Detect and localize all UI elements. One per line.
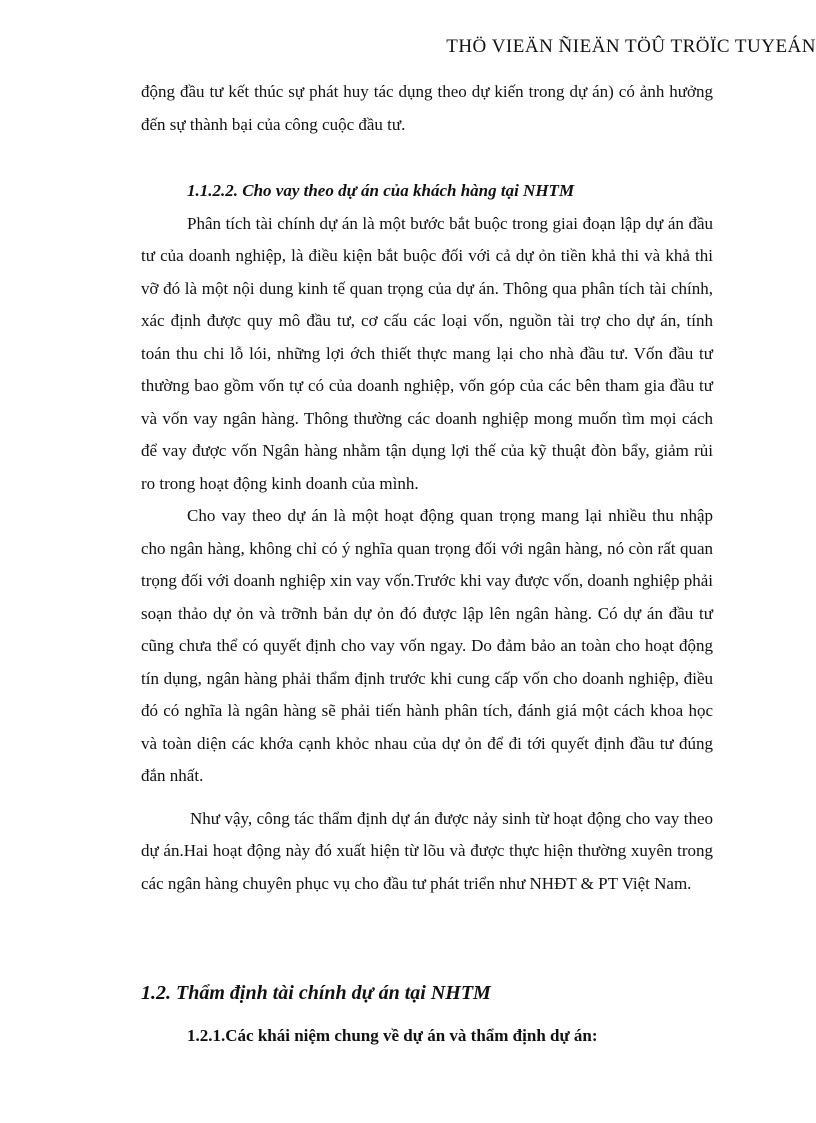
subsection-title: 1.1.2.2. Cho vay theo dự án của khách hàng tại NHTM <box>187 181 575 200</box>
section-title: 1.2. Thẩm định tài chính dự án tại NHTM <box>141 982 491 1004</box>
intro-paragraph: động đầu tư kết thúc sự phát huy tác dụng theo dự kiến trong dự án) có ảnh hưởng đến sự thành bại của công cuộc đầu tư. <box>141 82 713 134</box>
section-subtitle: 1.2.1.Các khái niệm chung về dự án và thẩm định dự án: <box>187 1026 598 1045</box>
paragraph-appraisal-origin: Như vậy, công tác thẩm định dự án được nảy sinh từ hoạt động cho vay theo dự án.Hai hoạt động này đó xuất hiện từ lõu và được thực hiện thường xuyên trong các ngân hàng chuyên phục vụ cho đầu tư phát triển như NHĐT & PT Việt Nam. <box>141 808 713 893</box>
paragraph-financial-analysis: Phân tích tài chính dự án là một bước bắt buộc trong giai đoạn lập dự án đầu tư của doanh nghiệp, là điều kiện bắt buộc đối với cả dự ỏn tiền khả thi và khả thi vỡ đó là một nội dung kinh tế quan trọng của dự án. Thông qua phân tích tài chính, xác định được quy mô đầu tư, cơ cấu các loại vốn, nguồn tài trợ cho dự án, tính toán thu chi lỗ lói, những lợi ớch thiết thực mang lại cho nhà đầu tư. Vốn đầu tư thường bao gồm vốn tự có của doanh nghiệp, vốn góp của các bên tham gia đầu tư và vốn vay ngân hàng. Thông thường các doanh nghiệp mong muốn tìm mọi cách để vay được vốn Ngân hàng nhằm tận dụng lợi thế của kỹ thuật đòn bẩy, giảm rủi ro trong hoạt động kinh doanh của mình. <box>141 213 713 493</box>
document-body <box>141 76 713 900</box>
page-header: THÖ VIEÄN ÑIEÄN TÖÛ TRÖÏC TUYEÁN <box>446 36 816 57</box>
paragraph-project-lending: Cho vay theo dự án là một hoạt động quan trọng mang lại nhiều thu nhập cho ngân hàng, không chỉ có ý nghĩa quan trọng đối với ngân hàng, nó còn rất quan trọng đối với doanh nghiệp xin vay vốn.Trước khi vay được vốn, doanh nghiệp phải soạn thảo dự ỏn và trỡnh bản dự ỏn đó được lập lên ngân hàng. Có dự án đầu tư cũng chưa thể có quyết định cho vay vốn ngay. Do đảm bảo an toàn cho hoạt động tín dụng, ngân hàng phải thẩm định trước khi cung cấp vốn cho doanh nghiệp, điều đó có nghĩa là ngân hàng sẽ phải tiến hành phân tích, đánh giá một cách khoa học và toàn diện các khớa cạnh khỏc nhau của dự ỏn để đi tới quyết định đầu tư đúng đắn nhất. <box>141 506 713 785</box>
